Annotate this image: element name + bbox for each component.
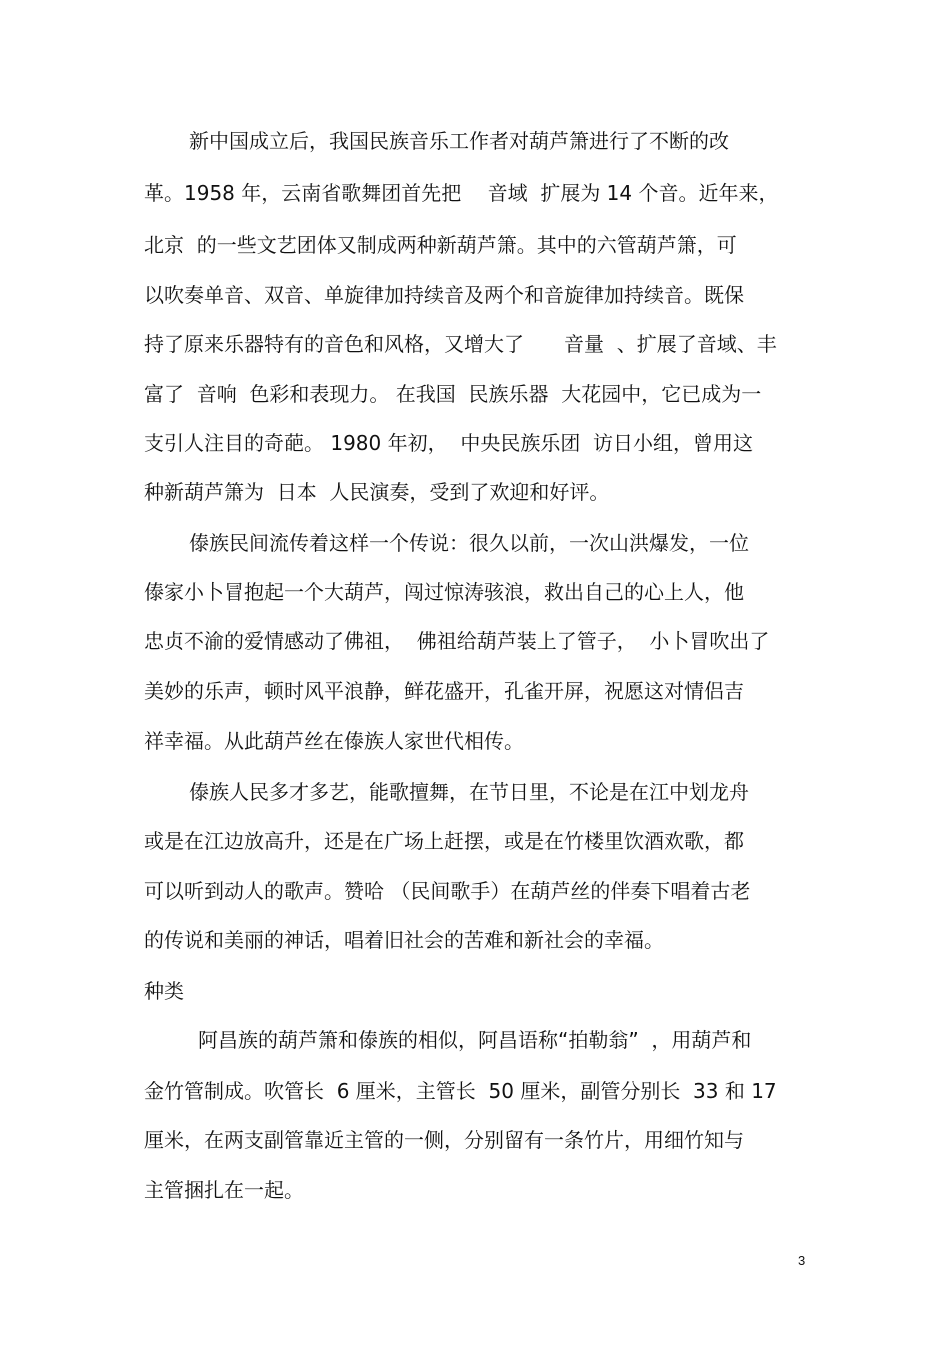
text-line: 以吹奏单音、双音、单旋律加持续音及两个和音旋律加持续音。既保 [144, 283, 744, 307]
text-line: 阿昌族的葫芦箫和傣族的相似，阿昌语称“拍勒翁” ，用葫芦和 [198, 1028, 752, 1052]
text-line: 傣家小卜冒抱起一个大葫芦，闯过惊涛骇浪，救出自己的心上人，他 [144, 580, 744, 604]
text-line: 金竹管制成。吹管长 6 厘米，主管长 50 厘米，副管分别长 33 和 17 [144, 1079, 777, 1103]
text-line: 祥幸福。从此葫芦丝在傣族人家世代相传。 [144, 729, 524, 753]
text-line: 支引人注目的奇葩。 1980 年初， 中央民族乐团 访日小组，曾用这 [144, 431, 754, 455]
text-line: 革。1958 年，云南省歌舞团首先把 音域 扩展为 14 个音。近年来， [144, 181, 779, 205]
text-line: 北京 的一些文艺团体又制成两种新葫芦箫。其中的六管葫芦箫，可 [144, 233, 737, 257]
text-line: 富了 音响 色彩和表现力。 在我国 民族乐器 大花园中，它已成为一 [144, 382, 762, 406]
text-line: 忠贞不渝的爱情感动了佛祖， 佛祖给葫芦装上了管子， 小卜冒吹出了 [144, 629, 770, 653]
text-line: 厘米，在两支副管靠近主管的一侧，分别留有一条竹片，用细竹知与 [144, 1128, 744, 1152]
text-line: 主管捆扎在一起。 [144, 1178, 304, 1202]
text-line: 种新葫芦箫为 日本 人民演奏，受到了欢迎和好评。 [144, 480, 610, 504]
text-line: 新中国成立后，我国民族音乐工作者对葫芦箫进行了不断的改 [189, 129, 729, 153]
text-line: 的传说和美丽的神话，唱着旧社会的苦难和新社会的幸福。 [144, 928, 664, 952]
page-number: 3 [798, 1253, 806, 1268]
section-heading: 种类 [144, 979, 184, 1003]
text-line: 持了原来乐器特有的音色和风格，又增大了 音量 、扩展了音域、丰 [144, 332, 777, 356]
text-line: 傣族人民多才多艺，能歌擅舞，在节日里，不论是在江中划龙舟 [189, 780, 749, 804]
text-line: 傣族民间流传着这样一个传说：很久以前，一次山洪爆发，一位 [189, 531, 749, 555]
text-line: 可以听到动人的歌声。赞哈 （民间歌手）在葫芦丝的伴奏下唱着古老 [144, 879, 751, 903]
text-line: 美妙的乐声，顿时风平浪静，鲜花盛开，孔雀开屏，祝愿这对情侣吉 [144, 679, 744, 703]
text-line: 或是在江边放高升，还是在广场上赶摆，或是在竹楼里饮酒欢歌，都 [144, 829, 744, 853]
